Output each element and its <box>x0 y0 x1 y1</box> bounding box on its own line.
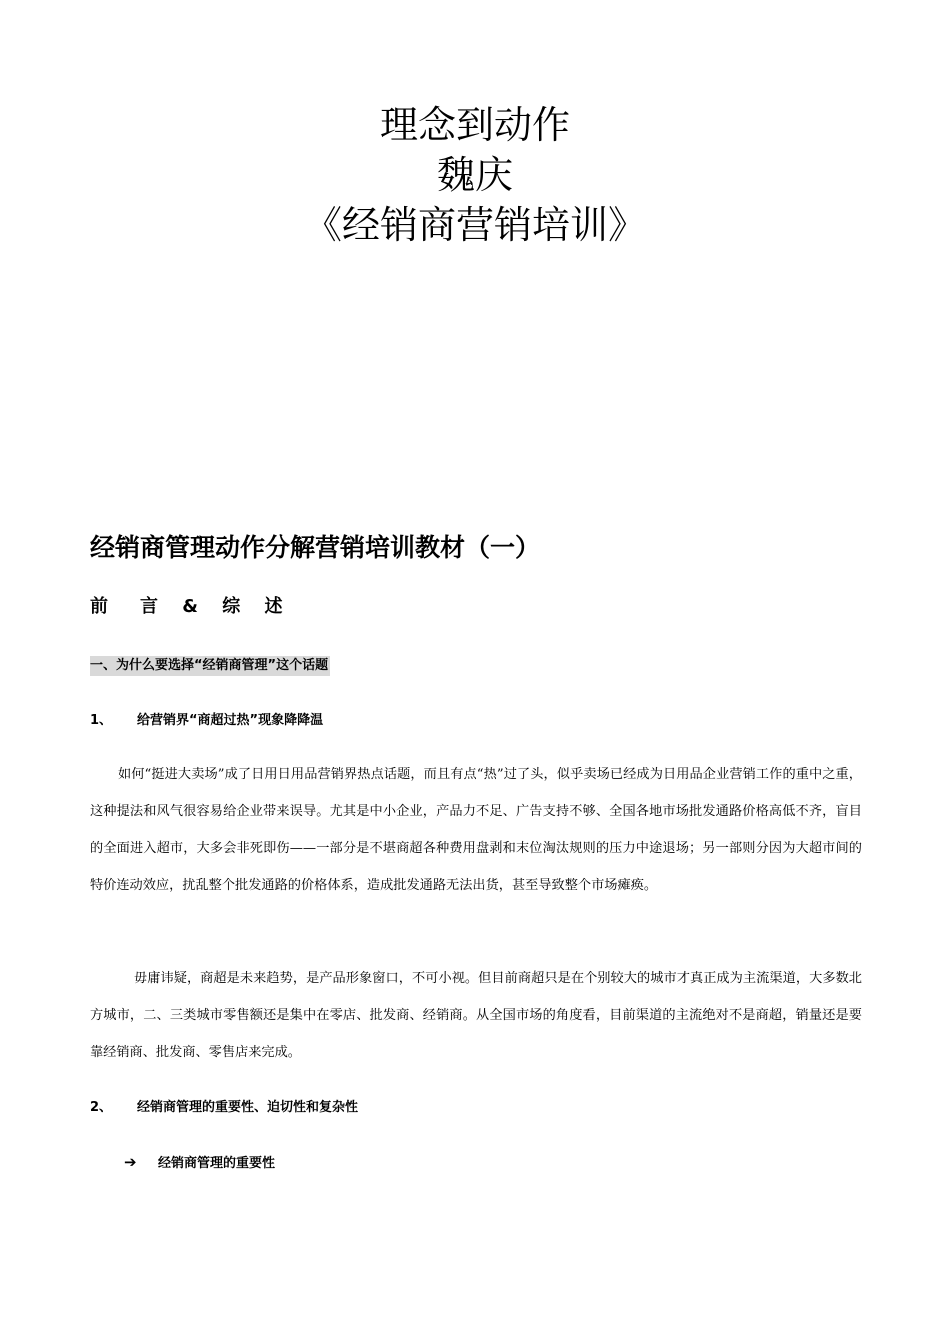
bullet-item <box>124 1152 275 1174</box>
arrow-right-icon: ➔ <box>124 1153 137 1171</box>
preface-heading: 前 言 & 综 述 <box>90 596 290 617</box>
body-paragraph-1: 如何“挺进大卖场”成了日用日用品营销界热点话题，而且有点“热”过了头，似乎卖场已经成为日用品企业营销工作的重中之重，这种提法和风气很容易给企业带来误导。尤其是中小企业，产品力不足、广告支持不够、全国各地市场批发通路价格高低不齐，盲目的全面进入超市，大多会非死即伤——一部分是不堪商超各种费用盘剥和末位淘汰规则的压力中途退场；另一部则分因为大超市间的特价连动效应，扰乱整个批发通路的价格体系，造成批发通路无法出货，甚至导致整个市场瘫痪。 <box>90 767 862 893</box>
subsection-number: 2、 <box>90 1100 113 1115</box>
subsection-title: 经销商管理的重要性、迫切性和复杂性 <box>137 1100 359 1115</box>
subsection-title: 给营销界“商超过热”现象降降温 <box>137 713 324 728</box>
section-heading-1: 一、为什么要选择“经销商管理”这个话题 <box>90 656 330 676</box>
subsection-heading-1 <box>90 711 323 731</box>
bullet-text: 经销商管理的重要性 <box>158 1156 276 1171</box>
subsection-number: 1、 <box>90 713 113 728</box>
cover-course-name: 《经销商营销培训》 <box>303 203 646 247</box>
cover-title: 理念到动作 <box>379 103 570 147</box>
body-paragraph-2: 毋庸讳疑，商超是未来趋势，是产品形象窗口，不可小视。但目前商超只是在个别较大的城市才真正成为主流渠道，大多数北方城市，二、三类城市零售额还是集中在零店、批发商、经销商。从全国市场的角度看，目前渠道的主流绝对不是商超，销量还是要靠经销商、批发商、零售店来完成。 <box>90 971 862 1060</box>
cover-author: 魏庆 <box>436 153 513 197</box>
cover-title-block <box>0 100 950 250</box>
subsection-heading-2 <box>90 1098 358 1118</box>
document-title: 经销商管理动作分解营销培训教材（一） <box>90 533 541 562</box>
